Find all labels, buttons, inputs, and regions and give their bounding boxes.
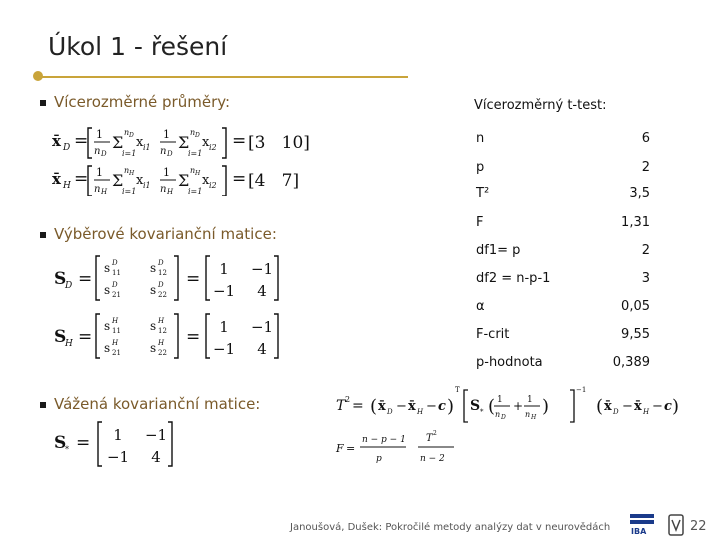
- svg-text:H: H: [112, 339, 119, 347]
- svg-text:n: n: [190, 166, 196, 175]
- svg-text:D: D: [112, 281, 118, 289]
- svg-text:D: D: [195, 132, 200, 139]
- svg-text:x̄: x̄: [52, 170, 61, 188]
- svg-text:i1: i1: [143, 181, 151, 190]
- svg-text:c: c: [664, 399, 672, 414]
- svg-text:Σ: Σ: [178, 171, 190, 190]
- svg-text:D: D: [63, 143, 71, 153]
- svg-text:S: S: [470, 398, 481, 414]
- svg-text:n: n: [525, 410, 531, 419]
- SH-21: −1: [212, 340, 236, 358]
- svg-text:H: H: [112, 317, 119, 325]
- svg-text:n: n: [160, 146, 167, 157]
- svg-text:D: D: [501, 414, 506, 421]
- svg-text:H: H: [531, 414, 537, 421]
- bullet-icon: [40, 100, 46, 106]
- svg-text:S: S: [54, 269, 67, 289]
- svg-text:H: H: [417, 408, 424, 416]
- svg-text:IBA: IBA: [631, 527, 647, 536]
- svg-text:i=1: i=1: [122, 187, 137, 196]
- svg-text:−: −: [622, 399, 633, 414]
- svg-text:(: (: [370, 396, 378, 417]
- svg-text:H: H: [643, 408, 650, 416]
- svg-text:D: D: [387, 408, 393, 416]
- footer-text: Janoušová, Dušek: Pokročilé metody analýzy dat v neurovědách: [290, 522, 611, 533]
- stat-label: α: [476, 299, 485, 314]
- svg-text:s: s: [104, 341, 111, 355]
- svg-text:D: D: [65, 281, 73, 291]
- svg-text:s: s: [104, 283, 111, 297]
- svg-text:22: 22: [158, 349, 167, 357]
- bullet-icon: [40, 232, 46, 238]
- covariance-matrices-formula: [50, 250, 290, 362]
- svg-text:H: H: [101, 188, 108, 196]
- svg-text:x̄: x̄: [378, 399, 386, 414]
- svg-text:D: D: [167, 150, 173, 158]
- means-heading: Vícerozměrné průměry:: [54, 93, 231, 111]
- svg-text:*: *: [65, 445, 69, 454]
- stat-value: 9,55: [621, 327, 650, 342]
- S-12: −1: [144, 426, 168, 444]
- svg-text:H: H: [129, 170, 135, 177]
- svg-text:n: n: [94, 184, 101, 195]
- svg-text:*: *: [480, 408, 484, 416]
- SD-21: −1: [212, 282, 236, 300]
- svg-text:−: −: [652, 399, 663, 414]
- svg-text:n: n: [124, 166, 130, 175]
- svg-text:): ): [542, 396, 550, 417]
- xH-result: [4 7]: [248, 171, 300, 191]
- stat-label: n: [476, 131, 485, 146]
- svg-text:1: 1: [527, 395, 533, 405]
- svg-text:H: H: [158, 339, 165, 347]
- page-number: 22: [690, 519, 707, 534]
- svg-text:(: (: [596, 396, 604, 417]
- svg-text:s: s: [150, 341, 157, 355]
- svg-text:): ): [672, 396, 680, 417]
- svg-text:): ): [447, 396, 455, 417]
- svg-text:=: =: [186, 327, 201, 347]
- stat-value: 1,31: [621, 215, 650, 230]
- svg-text:i2: i2: [209, 181, 217, 190]
- svg-text:=: =: [232, 131, 247, 151]
- svg-text:n: n: [124, 128, 130, 137]
- title-rule: [36, 76, 408, 78]
- stat-label: F: [476, 215, 484, 230]
- muni-logo-icon: [668, 514, 684, 536]
- svg-text:T: T: [455, 386, 460, 394]
- svg-text:(: (: [488, 396, 496, 417]
- svg-text:=: =: [78, 327, 93, 347]
- svg-text:D: D: [613, 408, 619, 416]
- svg-text:=: =: [74, 169, 89, 189]
- stat-label: p-hodnota: [476, 355, 543, 370]
- svg-text:12: 12: [158, 327, 167, 335]
- svg-text:22: 22: [158, 291, 167, 299]
- stat-label: df2 = n-p-1: [476, 271, 551, 286]
- iba-logo-icon: [628, 512, 656, 536]
- svg-text:x̄: x̄: [634, 399, 642, 414]
- S-22: 4: [151, 448, 161, 466]
- svg-text:=: =: [78, 269, 93, 289]
- svg-text:D: D: [112, 259, 118, 267]
- svg-text:D: D: [158, 281, 164, 289]
- stat-label: T²: [476, 186, 490, 201]
- svg-text:Σ: Σ: [112, 133, 124, 152]
- stat-value: 2: [641, 160, 650, 175]
- svg-text:F: F: [336, 442, 344, 455]
- svg-text:+: +: [513, 399, 524, 413]
- svg-text:D: D: [101, 150, 107, 158]
- svg-text:n: n: [160, 184, 167, 195]
- svg-text:i2: i2: [209, 143, 217, 152]
- svg-text:D: D: [158, 259, 164, 267]
- svg-text:2: 2: [345, 395, 351, 404]
- stat-value: 3,5: [629, 186, 650, 201]
- svg-text:H: H: [195, 170, 201, 177]
- SD-11: 1: [219, 260, 229, 278]
- svg-text:Σ: Σ: [178, 133, 190, 152]
- test-heading: Vícerozměrný t-test:: [474, 98, 607, 113]
- stat-value: 0,05: [621, 299, 650, 314]
- svg-text:s: s: [104, 261, 111, 275]
- svg-text:11: 11: [112, 269, 121, 277]
- svg-text:x̄: x̄: [408, 399, 416, 414]
- svg-text:x: x: [136, 173, 144, 188]
- xD-result: [3 10]: [248, 133, 310, 153]
- SD-12: −1: [250, 260, 274, 278]
- svg-text:1: 1: [96, 166, 103, 179]
- svg-text:s: s: [150, 283, 157, 297]
- SH-22: 4: [257, 340, 267, 358]
- svg-text:21: 21: [112, 291, 121, 299]
- cov-heading: Výběrové kovarianční matice:: [54, 225, 277, 243]
- svg-text:i=1: i=1: [188, 149, 203, 158]
- svg-text:=: =: [352, 398, 364, 414]
- SH-12: −1: [250, 318, 274, 336]
- bullet-icon: [40, 402, 46, 408]
- svg-text:1: 1: [163, 128, 170, 141]
- svg-text:H: H: [158, 317, 165, 325]
- svg-text:n − p − 1: n − p − 1: [362, 435, 406, 445]
- svg-text:n: n: [190, 128, 196, 137]
- svg-text:i=1: i=1: [122, 149, 137, 158]
- stat-value: 3: [641, 271, 650, 286]
- stat-label: df1= p: [476, 243, 521, 258]
- S-11: 1: [113, 426, 123, 444]
- svg-text:21: 21: [112, 349, 121, 357]
- svg-text:T: T: [336, 398, 346, 414]
- stat-value: 2: [641, 243, 650, 258]
- svg-text:−: −: [426, 399, 437, 414]
- stat-value: 0,389: [612, 355, 650, 370]
- svg-text:i1: i1: [143, 143, 151, 152]
- svg-text:H: H: [63, 181, 71, 191]
- t2-f-formulas: [334, 384, 696, 470]
- svg-text:=: =: [76, 433, 91, 453]
- svg-text:n: n: [94, 146, 101, 157]
- weighted-heading: Vážená kovarianční matice:: [54, 395, 261, 413]
- svg-text:n: n: [495, 410, 501, 419]
- svg-text:−1: −1: [576, 386, 587, 394]
- svg-text:x: x: [202, 135, 210, 150]
- svg-text:i=1: i=1: [188, 187, 203, 196]
- weighted-matrix-formula: [50, 418, 190, 470]
- svg-text:H: H: [167, 188, 174, 196]
- svg-text:1: 1: [163, 166, 170, 179]
- svg-text:s: s: [150, 261, 157, 275]
- stat-label: F-crit: [476, 327, 510, 342]
- svg-text:=: =: [186, 269, 201, 289]
- svg-text:p: p: [376, 454, 382, 464]
- mean-vectors-formula: [50, 118, 380, 196]
- slide-title: Úkol 1 - řešení: [48, 32, 228, 61]
- svg-text:=: =: [346, 442, 356, 455]
- svg-text:1: 1: [96, 128, 103, 141]
- svg-text:2: 2: [433, 430, 437, 437]
- SD-22: 4: [257, 282, 267, 300]
- svg-text:x: x: [136, 135, 144, 150]
- svg-text:c: c: [438, 399, 446, 414]
- svg-text:S: S: [54, 327, 67, 347]
- svg-text:1: 1: [497, 395, 503, 405]
- svg-text:n − 2: n − 2: [420, 454, 445, 464]
- svg-text:s: s: [150, 319, 157, 333]
- svg-text:x̄: x̄: [604, 399, 612, 414]
- S-21: −1: [106, 448, 130, 466]
- svg-text:11: 11: [112, 327, 121, 335]
- svg-text:D: D: [129, 132, 134, 139]
- svg-text:=: =: [232, 169, 247, 189]
- svg-text:T: T: [426, 433, 433, 444]
- svg-text:x: x: [202, 173, 210, 188]
- svg-text:Σ: Σ: [112, 171, 124, 190]
- svg-text:s: s: [104, 319, 111, 333]
- svg-text:12: 12: [158, 269, 167, 277]
- svg-text:x̄: x̄: [52, 132, 61, 150]
- svg-text:S: S: [54, 433, 67, 453]
- svg-text:−: −: [396, 399, 407, 414]
- SH-11: 1: [219, 318, 229, 336]
- stat-value: 6: [641, 131, 650, 146]
- stat-label: p: [476, 160, 485, 175]
- svg-text:=: =: [74, 131, 89, 151]
- svg-text:H: H: [65, 339, 73, 349]
